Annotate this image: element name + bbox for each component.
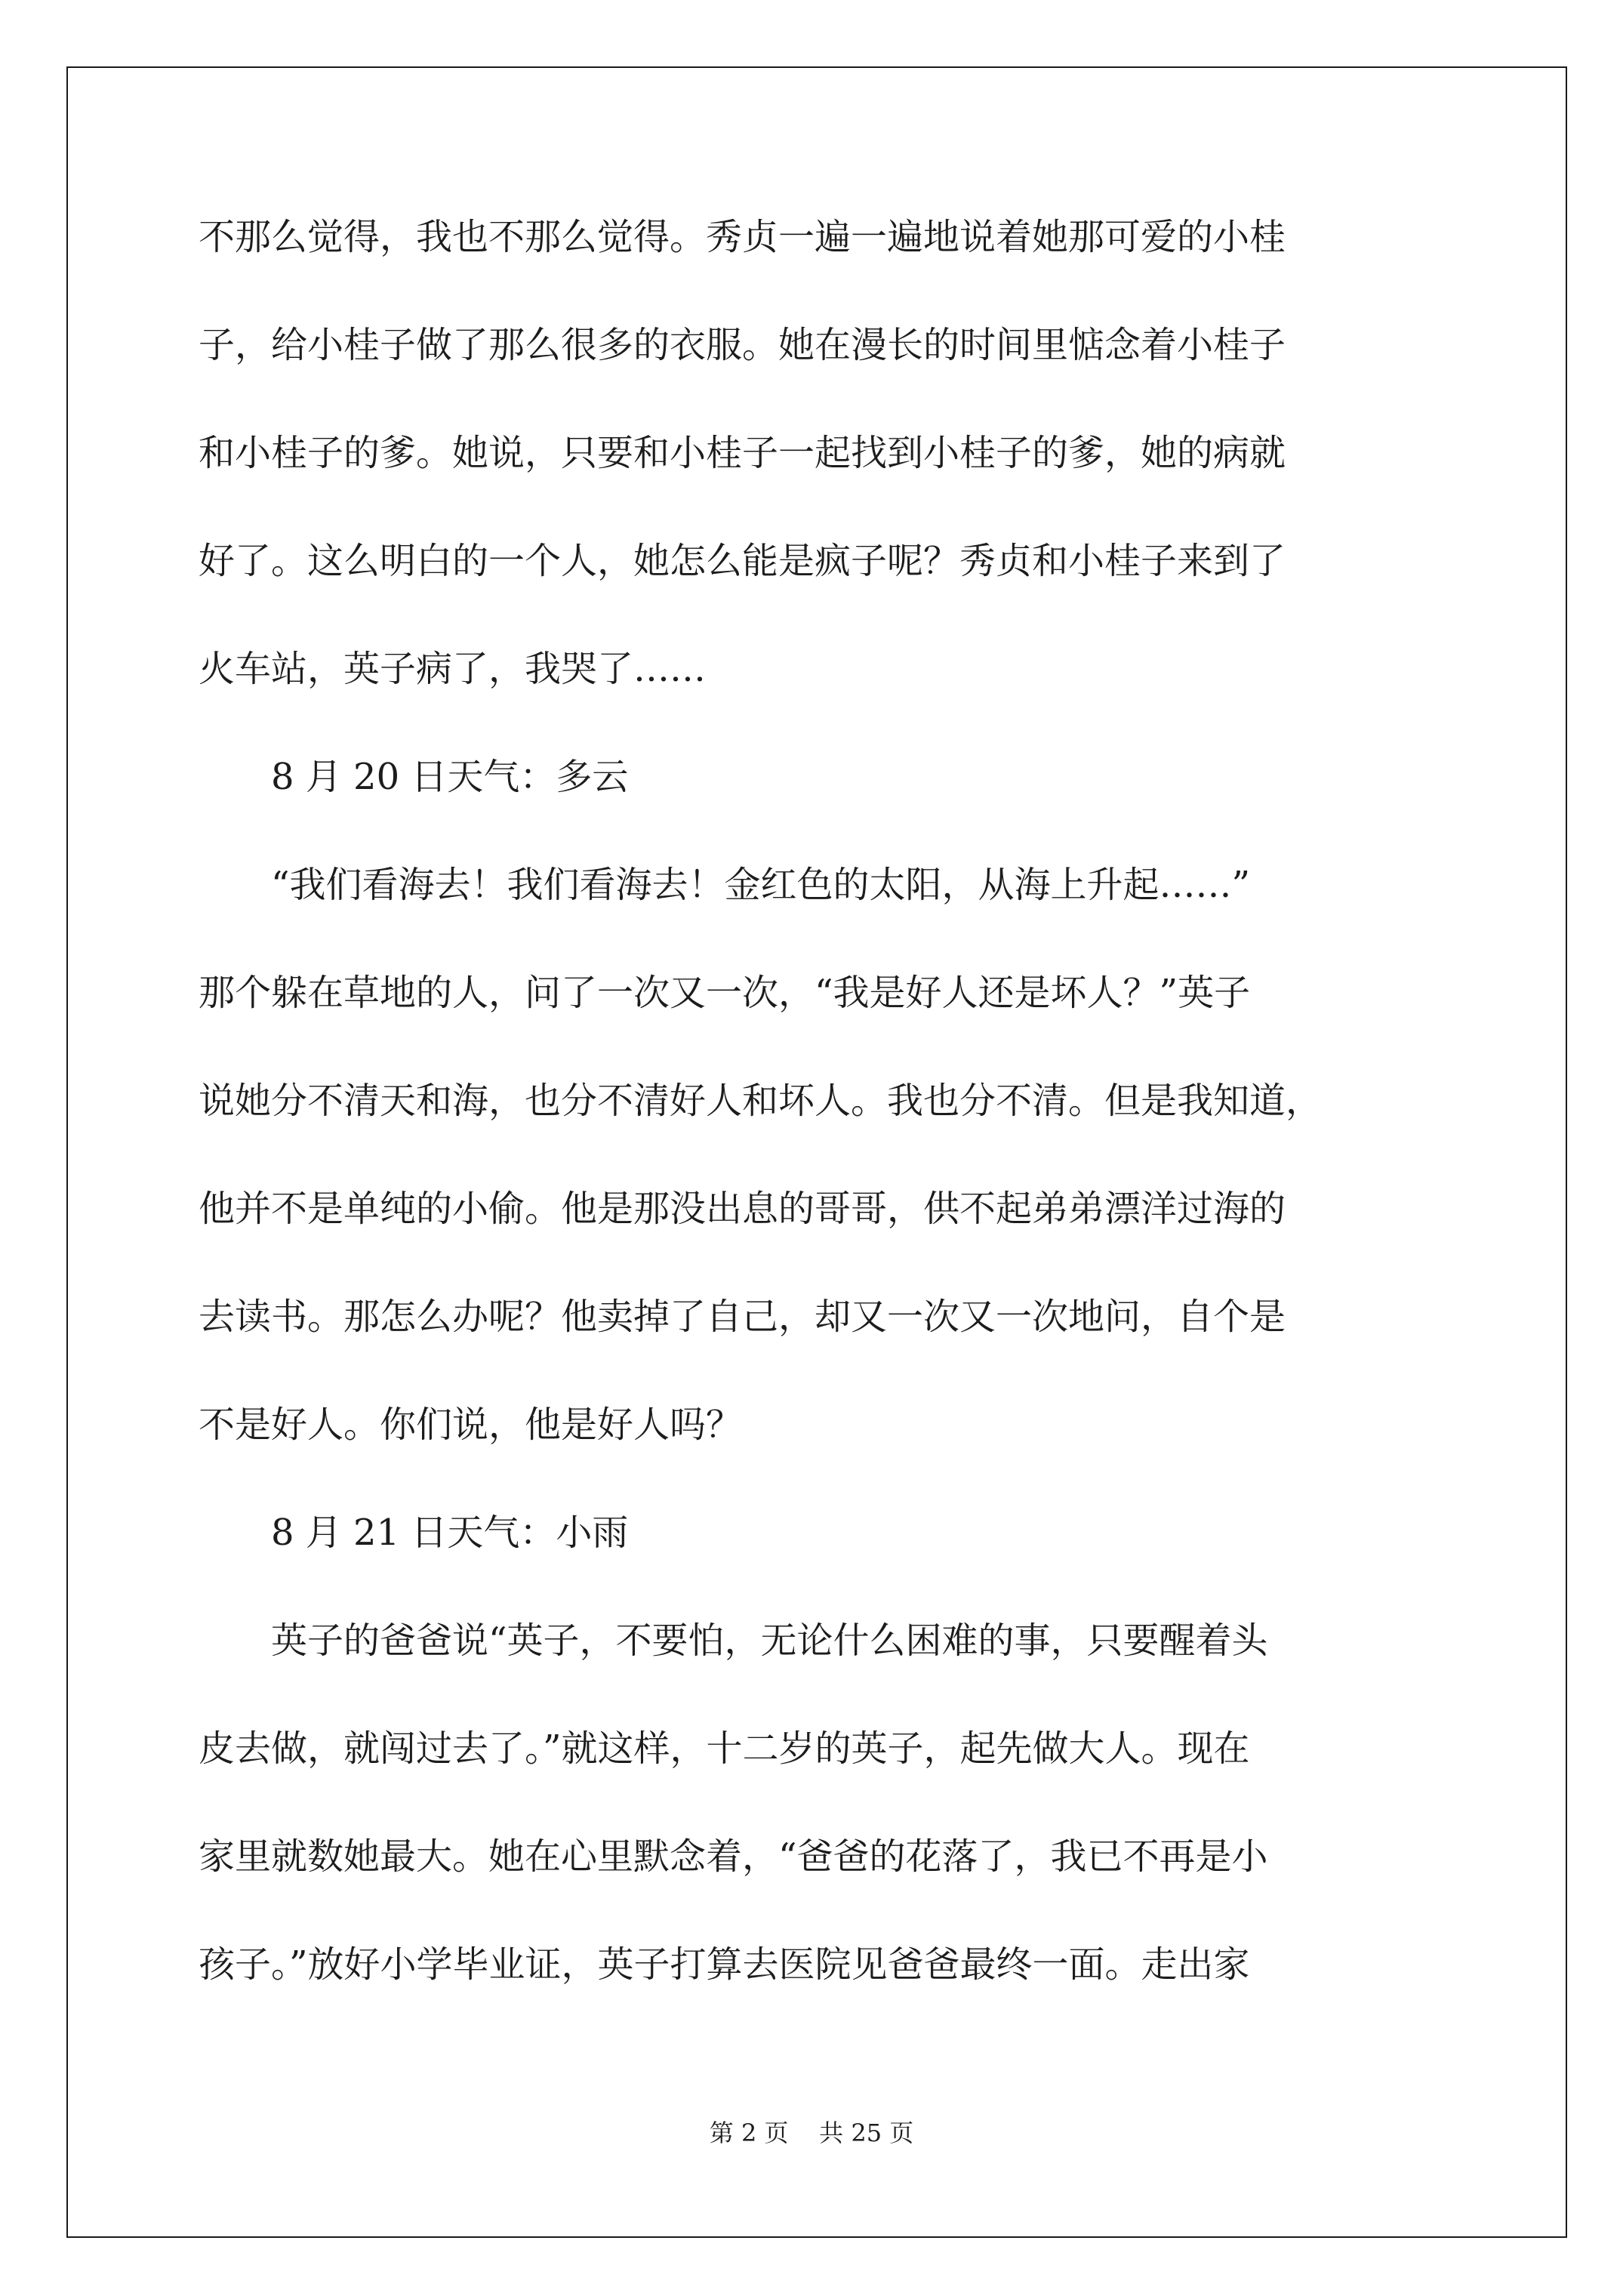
text-line: 和小桂子的爹。她说，只要和小桂子一起找到小桂子的爹，她的病就	[199, 432, 1286, 474]
text-line: 不是好人。你们说，他是好人吗？	[199, 1404, 743, 1446]
text-line: 那个躲在草地的人，问了一次又一次，“我是好人还是坏人？”英子	[199, 972, 1251, 1014]
page-border	[66, 66, 1567, 2238]
text-line: 说她分不清天和海，也分不清好人和坏人。我也分不清。但是我知道，	[199, 1080, 1323, 1122]
text-line: 皮去做，就闯过去了。”就这样，十二岁的英子，起先做大人。现在	[199, 1727, 1250, 1770]
text-line: 子，给小桂子做了那么很多的衣服。她在漫长的时间里惦念着小桂子	[199, 324, 1286, 366]
text-line: 英子的爸爸说“英子，不要怕，无论什么困难的事，只要醒着头	[271, 1620, 1268, 1662]
text-line: 火车站，英子病了，我哭了……	[199, 648, 707, 690]
page-number: 第 2 页 共 25 页	[709, 2119, 914, 2147]
text-line: “我们看海去！我们看海去！金红色的太阳，从海上升起……”	[271, 864, 1251, 906]
text-line: 好了。这么明白的一个人，她怎么能是疯子呢？秀贞和小桂子来到了	[199, 540, 1286, 582]
text-line: 家里就数她最大。她在心里默念着，“爸爸的花落了，我已不再是小	[199, 1835, 1268, 1878]
text-line: 去读书。那怎么办呢？他卖掉了自己，却又一次又一次地问，自个是	[199, 1296, 1286, 1338]
diary-date-heading: 8 月 20 日天气：多云	[271, 756, 629, 798]
text-line: 不那么觉得，我也不那么觉得。秀贞一遍一遍地说着她那可爱的小桂	[199, 216, 1286, 258]
diary-date-heading: 8 月 21 日天气：小雨	[271, 1512, 629, 1554]
text-line: 他并不是单纯的小偷。他是那没出息的哥哥，供不起弟弟漂洋过海的	[199, 1188, 1286, 1230]
text-line: 孩子。”放好小学毕业证，英子打算去医院见爸爸最终一面。走出家	[199, 1943, 1250, 1986]
